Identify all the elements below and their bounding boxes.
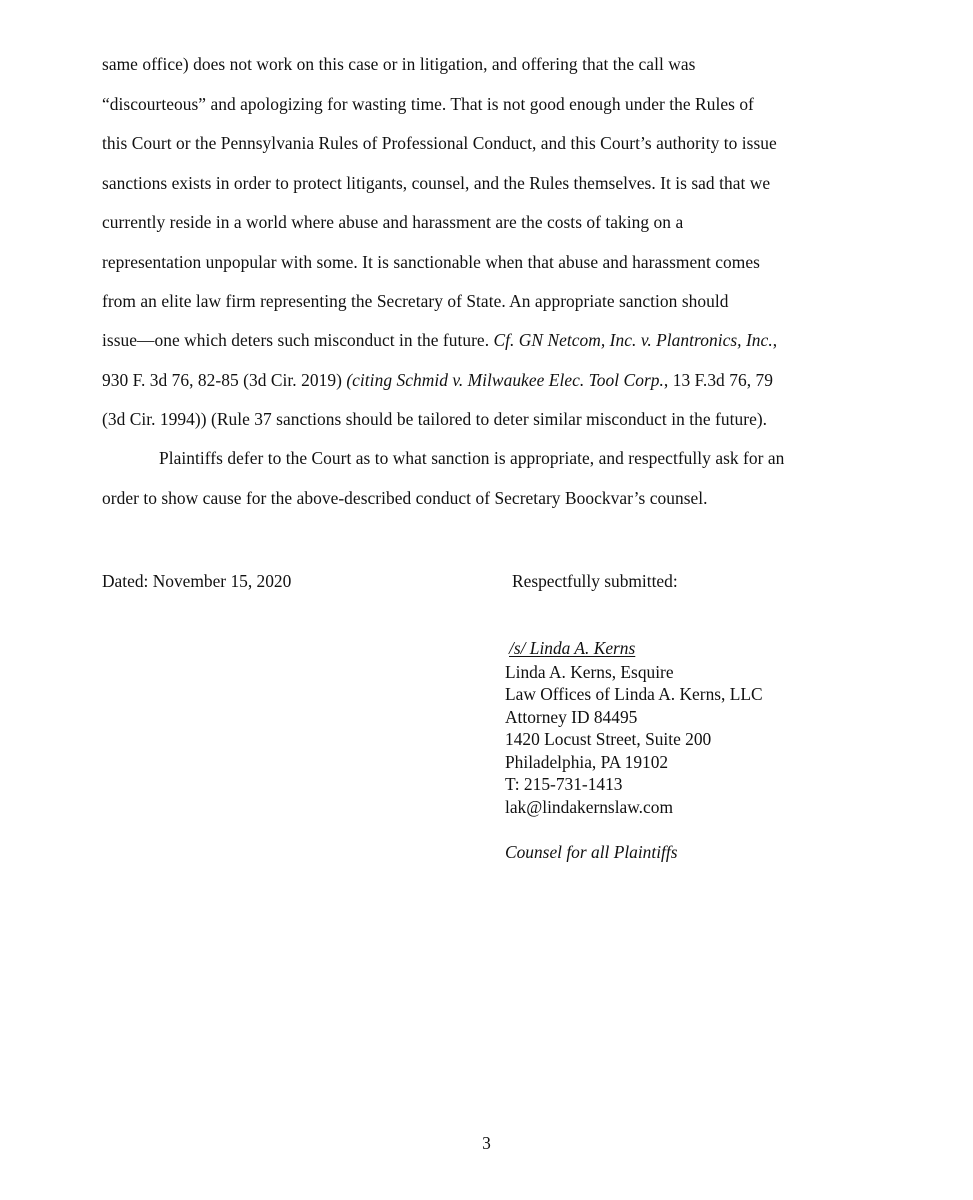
- body-line-8-text: issue—one which deters such misconduct in the future.: [102, 330, 494, 350]
- paragraph-2-line-1: Plaintiffs defer to the Court as to what sanction is appropriate, and respectfully ask for an: [159, 448, 785, 468]
- body-line-8: [102, 328, 777, 352]
- page-number: 3: [482, 1133, 491, 1153]
- attorney-name: Linda A. Kerns, Esquire: [505, 662, 674, 682]
- body-line-9-tail: , 13 F.3d 76, 79: [663, 370, 773, 390]
- body-line-9-text: 930 F. 3d 76, 82-85 (3d Cir. 2019): [102, 370, 347, 390]
- body-line-4: sanctions exists in order to protect litigants, counsel, and the Rules themselves. It is sad that we: [102, 173, 771, 193]
- case-citation-gn-netcom: Cf. GN Netcom, Inc. v. Plantronics, Inc.: [493, 330, 773, 350]
- body-line-5: currently reside in a world where abuse and harassment are the costs of taking on a: [102, 212, 684, 232]
- body-line-8-punct: ,: [772, 330, 778, 350]
- body-line-2: “discourteous” and apologizing for wasting time. That is not good enough under the Rules of: [102, 94, 754, 114]
- electronic-signature: /s/ Linda A. Kerns: [509, 638, 636, 658]
- body-line-3: this Court or the Pennsylvania Rules of Professional Conduct, and this Court’s authority to issue: [102, 133, 777, 153]
- body-line-9: [102, 368, 773, 392]
- body-line-10: (3d Cir. 1994)) (Rule 37 sanctions should be tailored to deter similar misconduct in the future).: [102, 409, 768, 429]
- respectfully-submitted: Respectfully submitted:: [512, 571, 678, 591]
- attorney-id: Attorney ID 84495: [505, 707, 638, 727]
- case-citation-schmid: (citing Schmid v. Milwaukee Elec. Tool Corp.: [346, 370, 664, 390]
- paragraph-2-line-2: order to show cause for the above-described conduct of Secretary Boockvar’s counsel.: [102, 488, 708, 508]
- city-state-zip: Philadelphia, PA 19102: [505, 752, 669, 772]
- street-address: 1420 Locust Street, Suite 200: [505, 729, 712, 749]
- email-address: lak@lindakernslaw.com: [505, 797, 673, 817]
- counsel-role-text: Counsel for all Plaintiffs: [505, 842, 678, 862]
- date-line: Dated: November 15, 2020: [102, 571, 292, 591]
- body-line-1: same office) does not work on this case or in litigation, and offering that the call was: [102, 54, 696, 74]
- phone-number: T: 215-731-1413: [505, 774, 623, 794]
- counsel-role: [505, 841, 677, 864]
- law-firm-name: Law Offices of Linda A. Kerns, LLC: [505, 684, 763, 704]
- body-line-6: representation unpopular with some. It is sanctionable when that abuse and harassment comes: [102, 252, 760, 272]
- body-line-7: from an elite law firm representing the Secretary of State. An appropriate sanction should: [102, 291, 729, 311]
